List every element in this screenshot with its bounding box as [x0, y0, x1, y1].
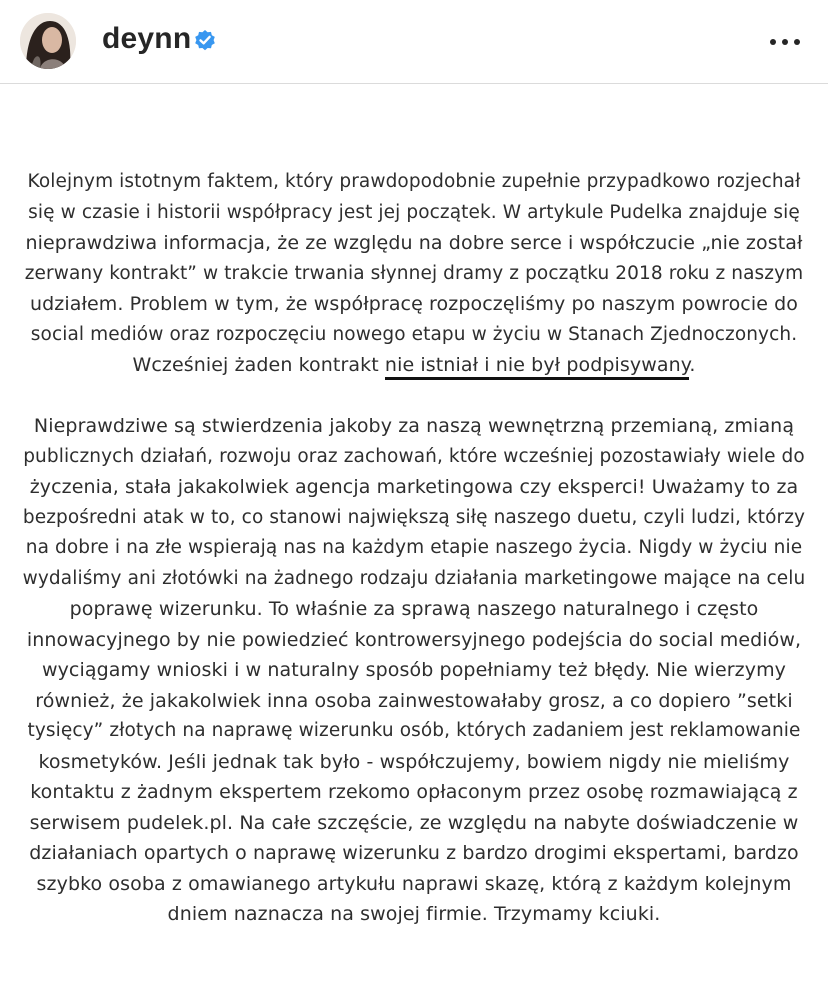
text-line: tysięcy” złotych na naprawę wizerunku osób, których zadaniem jest reklamowanie [27, 720, 801, 741]
text-prefix: Wcześniej żaden kontrakt [132, 354, 385, 376]
verified-badge-icon [193, 28, 217, 52]
text-line: poprawę wizerunku. To właśnie za sprawą naszego naturalnego i często [69, 598, 759, 620]
more-options-icon [770, 39, 776, 45]
text-line: również, że jakakolwiek inna osoba zainwestowałaby grosz, a co dopiero ”setki [35, 689, 793, 712]
text-line: się w czasie i historii współpracy jest jej początek. W artykule Pudelka znajduje się [28, 201, 800, 223]
text-line: social mediów oraz rozpoczęciu nowego etapu w życiu w Stanach Zjednoczonych. [30, 323, 798, 345]
text-line-last [22, 350, 806, 381]
underlined-text: nie istniał i nie był podpisywany [385, 354, 689, 380]
text-suffix: . [689, 354, 696, 376]
text-line: serwisem pudelek.pl. Na całe szczęście, ze względu na nabyte doświadczenie w [29, 811, 799, 834]
avatar[interactable] [20, 13, 76, 69]
text-line: kosmetyków. Jeśli jednak tak było - współczujemy, bowiem nigdy nie mieliśmy [38, 750, 790, 773]
post-header [0, 0, 828, 84]
text-line: wyciągamy wnioski i w naturalny sposób popełniamy też błędy. Nie wierzymy [41, 659, 787, 681]
text-line: nieprawdziwa informacja, że ze względu na dobre serce i współczucie „nie został [25, 232, 803, 254]
text-line: udziałem. Problem w tym, że współpracę rozpoczęliśmy po naszym powrocie do [29, 293, 799, 315]
text-line: życzenia, stała jakakolwiek agencja marketingowa czy eksperci! Uważamy to za [29, 476, 799, 498]
text-line: szybko osoba z omawianego artykułu naprawi skazę, którą z każdym kolejnym [36, 872, 792, 895]
text-line: wydaliśmy ani złotówki na żadnego rodzaju działania marketingowe mające na celu [22, 567, 806, 589]
text-line: dniem naznacza na swojej firmie. Trzymamy kciuki. [167, 903, 661, 925]
text-line: publicznych działań, rozwoju oraz zachowań, które wcześniej pozostawiały wiele do [23, 445, 805, 467]
post-paragraph-2 [22, 411, 806, 930]
avatar-photo-icon [20, 13, 76, 69]
text-line: na dobre i na złe wspierają nas na każdym etapie naszego życia. Nigdy w życiu nie [25, 537, 803, 558]
text-line: bezpośredni atak w to, co stanowi największą siłę naszego duetu, czyli ludzi, którzy [22, 506, 806, 528]
text-line: kontaktu z żadnym ekspertem rzekomo opłaconym przez osobę rozmawiającą z [30, 781, 798, 803]
username[interactable]: deynn [102, 22, 192, 55]
text-line: działaniach opartych o naprawę wizerunku z bardzo drogimi ekspertami, bardzo [29, 842, 799, 864]
text-line: innowacyjnego by nie powiedzieć kontrowersyjnego podejścia do social mediów, [26, 628, 802, 651]
post-image [22, 85, 806, 998]
more-options-button[interactable] [760, 22, 810, 62]
text-line: zerwany kontrakt” w trakcie trwania słynnej dramy z początku 2018 roku z naszym [24, 262, 804, 284]
text-line: Kolejnym istotnym faktem, który prawdopodobnie zupełnie przypadkowo rozjechał [27, 171, 801, 192]
text-line: Nieprawdziwe są stwierdzenia jakoby za naszą wewnętrzną przemianą, zmianą [33, 415, 795, 437]
post-paragraph-1 [22, 167, 806, 381]
